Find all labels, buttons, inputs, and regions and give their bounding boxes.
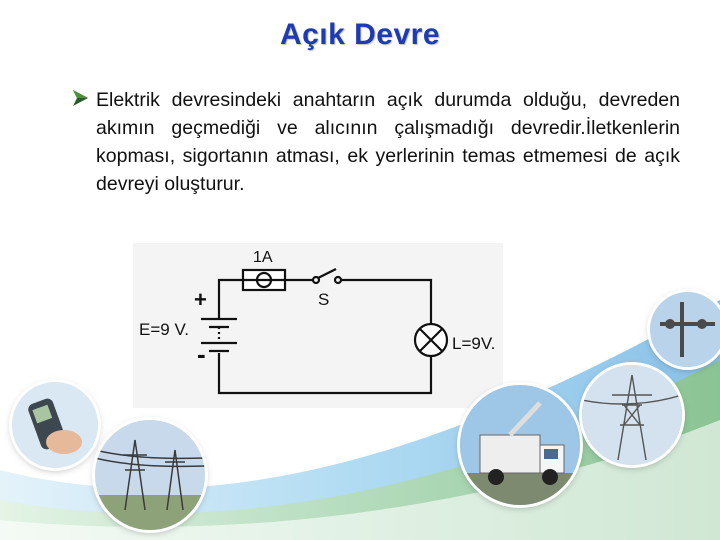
insulator-photo xyxy=(650,292,720,367)
bullet-text: Elektrik devresindeki anahtarın açık durumda olduğu, devreden akımın geçmediği ve alıcının çalışmadığı devredir.İletkenlerin kopması, sigortanın atması, ek yerlerinin temas etmemesi de açık devreyi oluşturur. xyxy=(96,89,680,195)
power-lines-photo xyxy=(95,420,205,530)
slide-title: Açık Devre xyxy=(279,18,441,51)
plus-sign: + xyxy=(194,287,207,312)
arrow-bullet-icon xyxy=(70,88,92,108)
utility-truck-photo xyxy=(460,385,580,505)
lamp-label: L=9V. xyxy=(452,334,496,353)
battery-label: E=9 V. xyxy=(139,320,189,339)
minus-sign: - xyxy=(197,339,206,369)
open-circuit-diagram xyxy=(133,243,503,408)
switch-label: S xyxy=(318,290,330,309)
transmission-tower-photo xyxy=(582,365,682,465)
mobile-phone-photo xyxy=(12,382,98,468)
fuse-label: 1A xyxy=(253,249,273,266)
bullet-item xyxy=(70,86,680,198)
